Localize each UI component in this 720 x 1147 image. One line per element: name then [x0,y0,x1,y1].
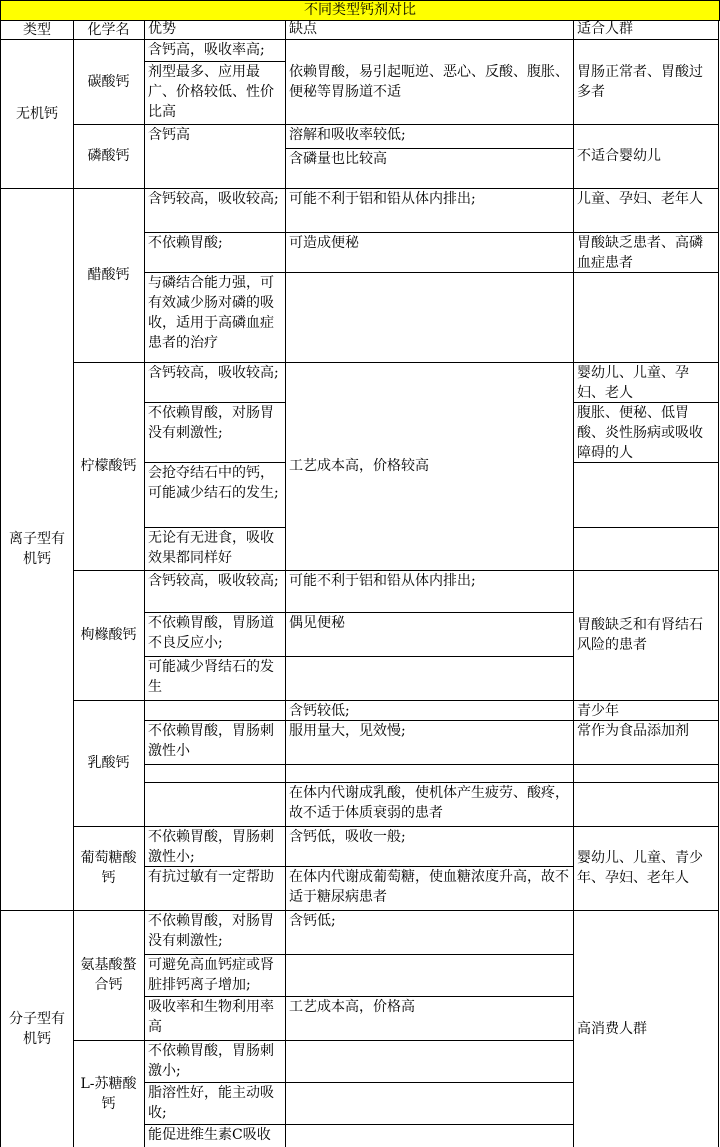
population-cell: 常作为食品添加剂 [574,720,719,765]
column-header: 化学名 [73,20,145,40]
advantage-cell [145,764,286,783]
population-cell [574,272,719,363]
advantage-cell: 会抢夺结石中的钙，可能减少结石的发生; [145,462,286,528]
disadvantage-cell [286,764,574,783]
advantage-cell [145,700,286,721]
disadvantage-cell: 偶见便秘 [286,612,574,657]
advantage-cell: 不依赖胃酸，胃肠道不良反应小; [145,612,286,657]
disadvantage-cell: 工艺成本高，价格较高 [286,362,574,571]
column-header: 缺点 [286,20,574,40]
advantage-cell: 能促进维生素C吸收 [145,1124,286,1147]
type-cell: 离子型有机钙 [0,188,74,911]
disadvantage-cell [286,656,574,701]
compound-name: 氨基酸螯合钙 [73,910,145,1041]
compound-name: L-苏糖酸钙 [73,1040,145,1147]
disadvantage-cell: 在体内代谢成乳酸，使机体产生疲劳、酸疼，故不适于体质衰弱的患者 [286,782,574,827]
disadvantage-cell: 依赖胃酸，易引起呃逆、恶心、反酸、腹胀、便秘等胃肠道不适 [286,39,574,125]
advantage-cell: 含钙高 [145,124,286,189]
type-cell: 分子型有机钙 [0,910,74,1147]
advantage-cell: 可避免高血钙症或肾脏排钙离子增加; [145,954,286,997]
advantage-cell: 不依赖胃酸，胃肠刺激性小 [145,720,286,765]
type-cell: 无机钙 [0,39,74,189]
compound-name: 磷酸钙 [73,124,145,189]
disadvantage-cell: 在体内代谢成葡萄糖，使血糖浓度升高，故不适于糖尿病患者 [286,866,574,911]
population-cell [574,764,719,783]
population-cell [574,527,719,571]
advantage-cell: 剂型最多、应用最广、价格较低、性价比高 [145,61,286,125]
advantage-cell: 不依赖胃酸，胃肠刺激性小; [145,826,286,867]
population-cell: 腹胀、便秘、低胃酸、炎性肠病或吸收障碍的人 [574,402,719,463]
disadvantage-cell [286,954,574,997]
disadvantage-cell: 可能不利于铝和铅从体内排出; [286,570,574,613]
population-cell: 婴幼儿、儿童、青少年、孕妇、老年人 [574,826,719,911]
population-cell: 婴幼儿、儿童、孕妇、老人 [574,362,719,403]
disadvantage-cell: 含钙低，吸收一般; [286,826,574,867]
column-header: 类型 [0,20,74,40]
compound-name: 葡萄糖酸钙 [73,826,145,911]
advantage-cell: 不依赖胃酸，对肠胃没有刺激性; [145,402,286,463]
advantage-cell: 可能减少肾结石的发生 [145,656,286,701]
disadvantage-cell: 服用量大，见效慢; [286,720,574,765]
population-cell [574,782,719,827]
disadvantage-cell [286,1082,574,1125]
advantage-cell: 含钙较高，吸收较高; [145,188,286,233]
advantage-cell [145,782,286,827]
compound-name: 醋酸钙 [73,188,145,363]
population-cell: 不适合婴幼儿 [574,124,719,189]
disadvantage-cell: 溶解和吸收率较低; [286,124,574,149]
disadvantage-cell: 可造成便秘 [286,232,574,273]
advantage-cell: 有抗过敏有一定帮助 [145,866,286,911]
advantage-cell: 不依赖胃酸，胃肠刺激小; [145,1040,286,1083]
population-cell: 青少年 [574,700,719,721]
disadvantage-cell [286,1124,574,1147]
disadvantage-cell [286,272,574,363]
advantage-cell: 无论有无进食，吸收效果都同样好 [145,527,286,571]
advantage-cell: 不依赖胃酸，对肠胃没有刺激性; [145,910,286,955]
advantage-cell: 含钙高，吸收率高; [145,39,286,62]
population-cell: 高消费人群 [574,910,719,1147]
population-cell: 胃酸缺乏和有肾结石风险的患者 [574,570,719,701]
advantage-cell: 含钙较高，吸收较高; [145,570,286,613]
compound-name: 枸橼酸钙 [73,570,145,701]
column-header: 适合人群 [574,20,719,40]
disadvantage-cell: 工艺成本高，价格高 [286,996,574,1041]
population-cell: 胃肠正常者、胃酸过多者 [574,39,719,125]
compound-name: 柠檬酸钙 [73,362,145,571]
disadvantage-cell: 含钙较低; [286,700,574,721]
advantage-cell: 含钙较高，吸收较高; [145,362,286,403]
disadvantage-cell: 可能不利于铝和铅从体内排出; [286,188,574,233]
disadvantage-cell [286,1040,574,1083]
disadvantage-cell: 含磷量也比较高 [286,148,574,189]
advantage-cell: 不依赖胃酸; [145,232,286,273]
compound-name: 碳酸钙 [73,39,145,125]
population-cell: 胃酸缺乏患者、高磷血症患者 [574,232,719,273]
disadvantage-cell: 含钙低; [286,910,574,955]
table-title: 不同类型钙剂对比 [0,0,720,21]
compound-name: 乳酸钙 [73,700,145,827]
column-header: 优势 [145,20,286,40]
population-cell: 儿童、孕妇、老年人 [574,188,719,233]
advantage-cell: 脂溶性好，能主动吸收; [145,1082,286,1125]
advantage-cell: 吸收率和生物利用率高 [145,996,286,1041]
population-cell [574,462,719,528]
advantage-cell: 与磷结合能力强，可有效减少肠对磷的吸收，适用于高磷血症患者的治疗 [145,272,286,363]
